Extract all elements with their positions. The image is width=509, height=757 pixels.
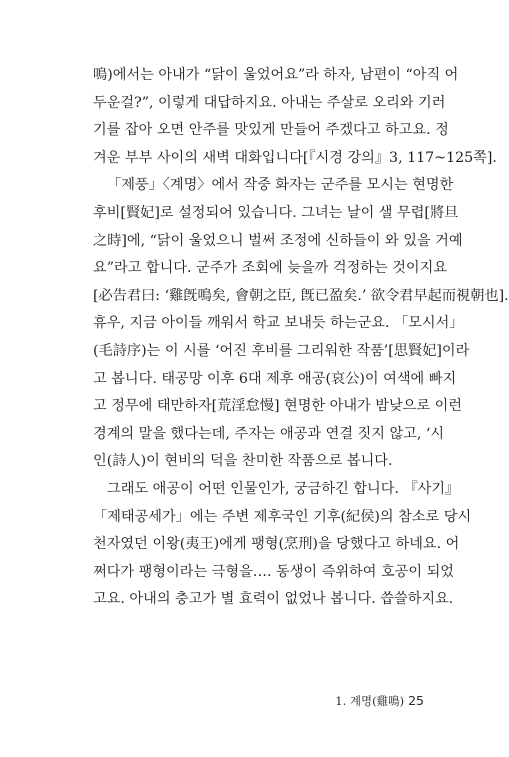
text-line: 고 정무에 태만하자[荒淫怠慢] 현명한 아내가 밤낮으로 이런 <box>93 398 462 415</box>
text-line: 之時]에, “닭이 울었으니 벌써 조정에 신하들이 와 있을 거예 <box>93 232 463 249</box>
text-line: 천자였던 이왕(夷王)에게 팽형(烹刑)을 당했다고 하네요. 어 <box>93 536 460 553</box>
paragraph <box>93 172 509 476</box>
text-line: [必告君曰: ‘雞旣鳴矣, 會朝之臣, 旣已盈矣.’ 欲令君早起而視朝也]. <box>93 287 509 304</box>
text-line: 고요. 아내의 충고가 별 효력이 없었나 봅니다. 씁쓸하지요. <box>93 591 454 608</box>
text-line: 鳴)에서는 아내가 “닭이 울었어요”라 하자, 남편이 “아직 어 <box>93 67 459 83</box>
text-line: 요”라고 합니다. 군주가 조회에 늦을까 걱정하는 것이지요 <box>93 260 448 277</box>
text-line: 인(詩人)이 현비의 덕을 찬미한 작품으로 봅니다. <box>93 453 393 470</box>
chapter-title: 1. 계명(雞鳴) <box>335 694 405 708</box>
page-number: 25 <box>408 693 424 708</box>
paragraph <box>93 476 472 614</box>
page-body <box>93 62 509 614</box>
text-line: 쩌다가 팽형이라는 극형을…. 동생이 즉위하여 호공이 되었 <box>93 563 454 580</box>
text-line: 「제풍」〈계명〉에서 작중 화자는 군주를 모시는 현명한 <box>107 177 454 194</box>
text-line: 후비[賢妃]로 설정되어 있습니다. 그녀는 날이 샐 무렵[將旦 <box>93 204 459 221</box>
paragraph <box>93 62 497 172</box>
text-line: (毛詩序)는 이 시를 ‘어진 후비를 그리워한 작품’[思賢妃]이라 <box>93 342 470 359</box>
text-line: 고 봅니다. 태공망 이후 6대 제후 애공(哀公)이 여색에 빠지 <box>93 370 457 387</box>
text-line: 「제태공세가」에는 주변 제후국인 기후(紀侯)의 참소로 당시 <box>93 508 472 525</box>
text-line: 겨운 부부 사이의 새벽 대화입니다[『시경 강의』3, 117~125쪽]. <box>93 149 497 166</box>
text-line: 경계의 말을 했다는데, 주자는 애공과 연결 짓지 않고, ‘시 <box>93 425 445 442</box>
running-footer <box>335 693 424 709</box>
text-line: 휴우, 지금 아이들 깨워서 학교 보내듯 하는군요. 「모시서」 <box>93 315 464 332</box>
text-line: 그래도 애공이 어떤 인물인가, 궁금하긴 합니다. 『사기』 <box>107 480 460 497</box>
text-line: 기를 잡아 오면 안주를 맛있게 만들어 주겠다고 하고요. 정 <box>93 122 449 139</box>
text-line: 두운걸?”, 이렇게 대답하지요. 아내는 주살로 오리와 기러 <box>93 94 446 111</box>
